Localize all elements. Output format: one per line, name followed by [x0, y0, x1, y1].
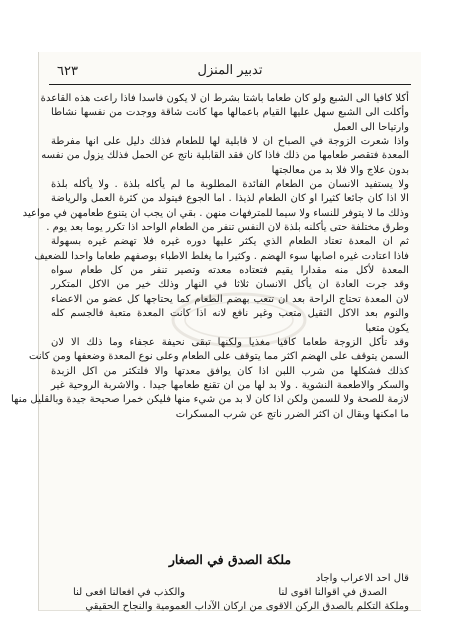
text-line: المعدة فتقصر طعامها من ذلك فاذا كان فقد القابلية ناتج عن الحمل فذلك يزول من نفسه	[41, 150, 409, 162]
text-line: فاذا اعتادت غيره اصابها سوء الهضم . وكثيرا ما يغلط الاطباء بوصفهم طعاما واحدا للضعيف	[34, 250, 409, 262]
verse-right-hemistich: الصدق في اقوالنا اقوى لنا	[278, 587, 387, 598]
verse-left-hemistich: والكذب في افعالنا افعى لنا	[73, 587, 186, 598]
book-page	[10, 52, 421, 612]
text-line: ثم ان المعدة تعتاد الطعام الذي يكثر عليها دوره غيره فلا تهضم غيره بسهولة	[51, 236, 409, 248]
body-text	[10, 92, 409, 422]
running-title: تدبير المنزل	[197, 63, 263, 78]
page-header	[49, 64, 411, 85]
text-line: وأكلت الى الشبع سهل عليها القيام باعمالها مها كانت شاقة ووجدت من نفسها نشاطا	[51, 107, 409, 119]
text-line: وقد تأكل الزوجة طعاما كافيا مغذيا ولكنها تبقى نحيفة عجفاء وما ذلك الا لان	[51, 336, 409, 348]
text-line: وذلك ما لا يتوفر للنساء ولا سيما للمترفهات منهن . بقي ان يجب ان يتنوع طعامهن في مواعيد	[22, 207, 409, 219]
text-line: وارتياحا الى العمل	[333, 121, 409, 133]
text-line: يكون متعبا	[365, 322, 409, 334]
text-line: والسكر والاطعمة النشوية . ولا بد لها من ان تقنع طعامها جيدا . والاشربة الروحية غير	[51, 379, 409, 391]
text-line: والنوم بعد الاكل الثقيل متعب وغير نافع لانه اذا كانت المعدة متعبة فالجسم كله	[51, 308, 409, 320]
text-line: بدون علاج والا فلا بد من معالجتها	[271, 164, 409, 176]
text-line: السمن يتوقف على الهضم اكثر مما يتوقف على الطعام وعلى نوع المعدة وضعفها ومن كانت	[28, 351, 409, 363]
text-line: أكلا كافيا الى الشبع ولو كان طعاما باشتا بشرط ان لا يكون فاسدا فاذا راعت هذه القاعدة	[40, 93, 409, 104]
text-line: ما امكنها وبقال ان اكثر الضرر ناتج عن شرب المسكرات	[175, 408, 409, 420]
poem-attribution: قال احد الاعراب واجاد	[315, 573, 409, 584]
page-number: ٦٢٣	[57, 64, 78, 79]
text-line: لازمة للصحة ولا للسمن ولكن اذا كان لا بد من شيء منها فليكن خمرا صحيحة جيدة وبالقليل منها	[10, 394, 409, 406]
text-line: الا اذا كان جائعا كثيرا او كان الطعام لذيذا . اما الجوع فيتولد من كثرة العمل والرياضة	[51, 193, 409, 205]
section-heading: ملكة الصدق في الصغار	[168, 552, 292, 567]
poem-closing-line: وملكة التكلم بالصدق الركن الاقوى من اركان الآداب العمومية والنجاح الحقيقي	[85, 601, 409, 612]
text-line: كذلك فشكلها من شرب اللبن اذا كان يوافق معدتها والا فلتكثر من اكل الزبدة	[51, 365, 409, 377]
text-line: المعدة لأكل منه مقدارا يقيم فتعتاده معدته وتصير تنفر من كل طعام سواه	[51, 265, 409, 277]
text-line: وطرق مختلفة حتى يأكلنه بلذة لان النفس تنفر من الطعام الواحد اذا تكرر يوما بعد يوم .	[46, 222, 409, 234]
poem-block	[51, 572, 409, 614]
poem-verse	[51, 586, 409, 600]
text-line: وقد جرت العادة ان يأكل الانسان ثلاثا في النهار وذلك خير من الاكل المتكرر	[51, 279, 409, 291]
text-line: لان المعدة تحتاج الراحة بعد ان تتعب بهضم الطعام كما يحتاجها كل عضو من الاعضاء	[51, 293, 409, 305]
text-line: واذا شعرت الزوجة في الصباح ان لا قابلية لها للطعام فذلك دليل على انها مفرطة	[51, 136, 409, 148]
text-line: ولا يستفيد الانسان من الطعام الفائدة المطلوبة ما لم يأكله بلذة . ولا يأكله بلذة	[51, 179, 409, 191]
